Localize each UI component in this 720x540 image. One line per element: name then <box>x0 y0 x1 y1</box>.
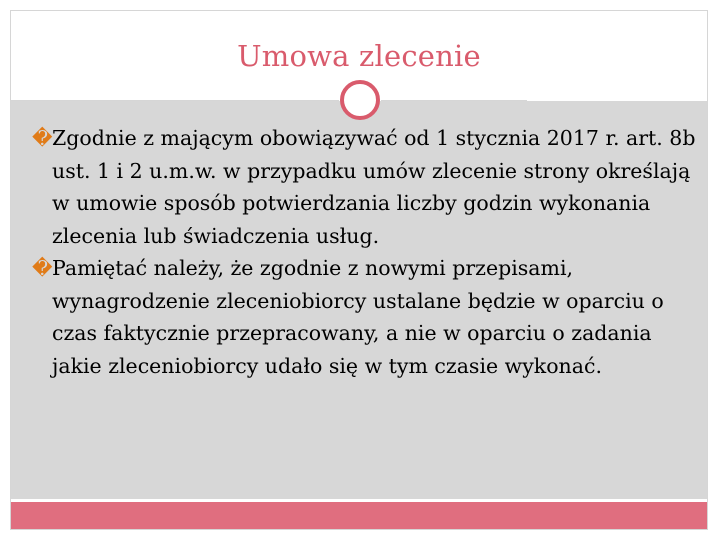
slide-title: Umowa zlecenie <box>237 39 481 73</box>
bottom-accent-bar <box>11 502 707 529</box>
bullet-text: Pamiętać należy, że zgodnie z nowymi przepisami, wynagrodzenie zleceniobiorcy ustalane będzie w oparciu o czas faktycznie przepracowany, a nie w oparciu o zadania jakie zleceniobiorcy udało się w tym czasie wykonać. <box>52 256 664 378</box>
bullet-item <box>22 122 706 252</box>
bullet-text: Zgodnie z mającym obowiązywać od 1 stycznia 2017 r. art. 8b ust. 1 i 2 u.m.w. w przypadku umów zlecenie strony określają w umowie sposób potwierdzania liczby godzin wykonania zlecenia lub świadczenia usług. <box>52 126 696 248</box>
circle-ornament-icon <box>340 80 380 120</box>
bullet-item <box>22 252 706 382</box>
bullet-marker-icon: � <box>32 256 53 280</box>
bullet-marker-icon: � <box>32 126 53 150</box>
bullet-list <box>22 122 706 382</box>
